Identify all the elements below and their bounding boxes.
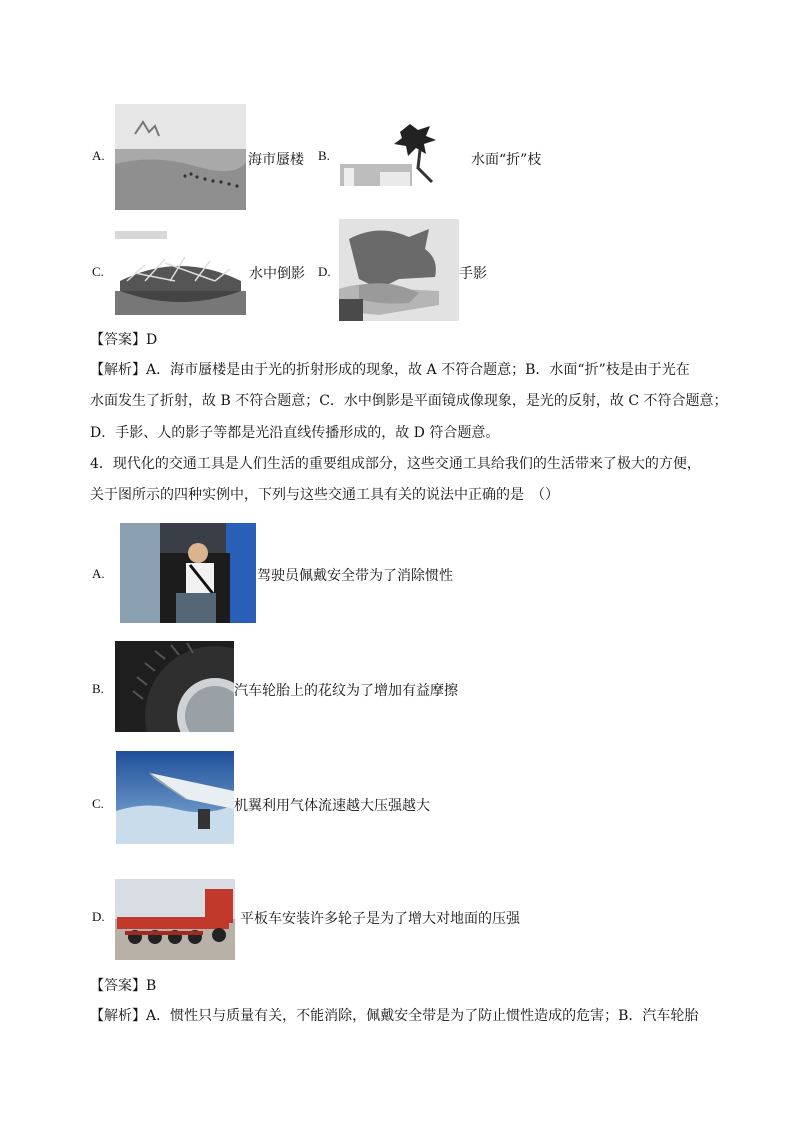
hand-shadow-photo-icon (339, 219, 459, 321)
q3-option-d-caption: 手影 (459, 266, 487, 282)
q4-option-c-letter: C. (92, 796, 104, 811)
q4-option-c-caption: 机翼利用气体流速越大压强越大 (234, 798, 430, 814)
q3-analysis-line-2: 水面发生了折射，故 B 不符合题意；C．水中倒影是平面镜成像现象，是光的反射，故 C 不符合题意； (90, 393, 728, 409)
q4-option-d-caption: 平板车安装许多轮子是为了增大对地面的压强 (240, 911, 520, 927)
flatbed-truck-photo-icon (115, 879, 235, 960)
q3-option-d-letter: D. (318, 264, 331, 279)
q3-answer: 【答案】D (90, 332, 158, 348)
tire-photo-icon (115, 641, 234, 732)
q4-option-b-caption: 汽车轮胎上的花纹为了增加有益摩擦 (234, 683, 458, 699)
q4-option-a-caption: 驾驶员佩戴安全带为了消除惯性 (257, 568, 453, 584)
q4-stem-line-2: 关于图所示的四种实例中，下列与这些交通工具有关的说法中正确的是 （） (90, 487, 559, 503)
q3-option-a-caption: 海市蜃楼 (248, 152, 304, 168)
q3-option-a-letter: A. (92, 148, 105, 163)
q3-analysis-line-3: D．手影、人的影子等都是光沿直线传播形成的，故 D 符合题意。 (90, 425, 500, 441)
seatbelt-photo-icon (120, 523, 256, 623)
q3-option-b-letter: B. (318, 148, 330, 163)
q4-option-d-letter: D. (92, 909, 105, 924)
q3-analysis-line-1: 【解析】A．海市蜃楼是由于光的折射形成的现象，故 A 不符合题意；B．水面“折”枝是由于光在 (90, 362, 690, 378)
mirage-photo-icon (115, 104, 246, 210)
q4-option-a-letter: A. (92, 566, 105, 581)
q3-option-c-letter: C. (92, 264, 104, 279)
q3-option-c-caption: 水中倒影 (249, 266, 305, 282)
q4-option-b-letter: B. (92, 681, 104, 696)
q3-option-b-caption: 水面“折”枝 (471, 152, 542, 168)
q4-analysis-line-1: 【解析】A．惯性只与质量有关，不能消除，佩戴安全带是为了防止惯性造成的危害；B．汽车轮胎 (90, 1008, 699, 1024)
wing-photo-icon (116, 751, 234, 844)
q4-answer: 【答案】B (90, 978, 157, 994)
bent-branch-photo-icon (340, 120, 468, 190)
q4-stem-line-1: 4．现代化的交通工具是人们生活的重要组成部分，这些交通工具给我们的生活带来了极大的方便， (90, 456, 701, 472)
stadium-reflection-photo-icon (115, 229, 246, 315)
